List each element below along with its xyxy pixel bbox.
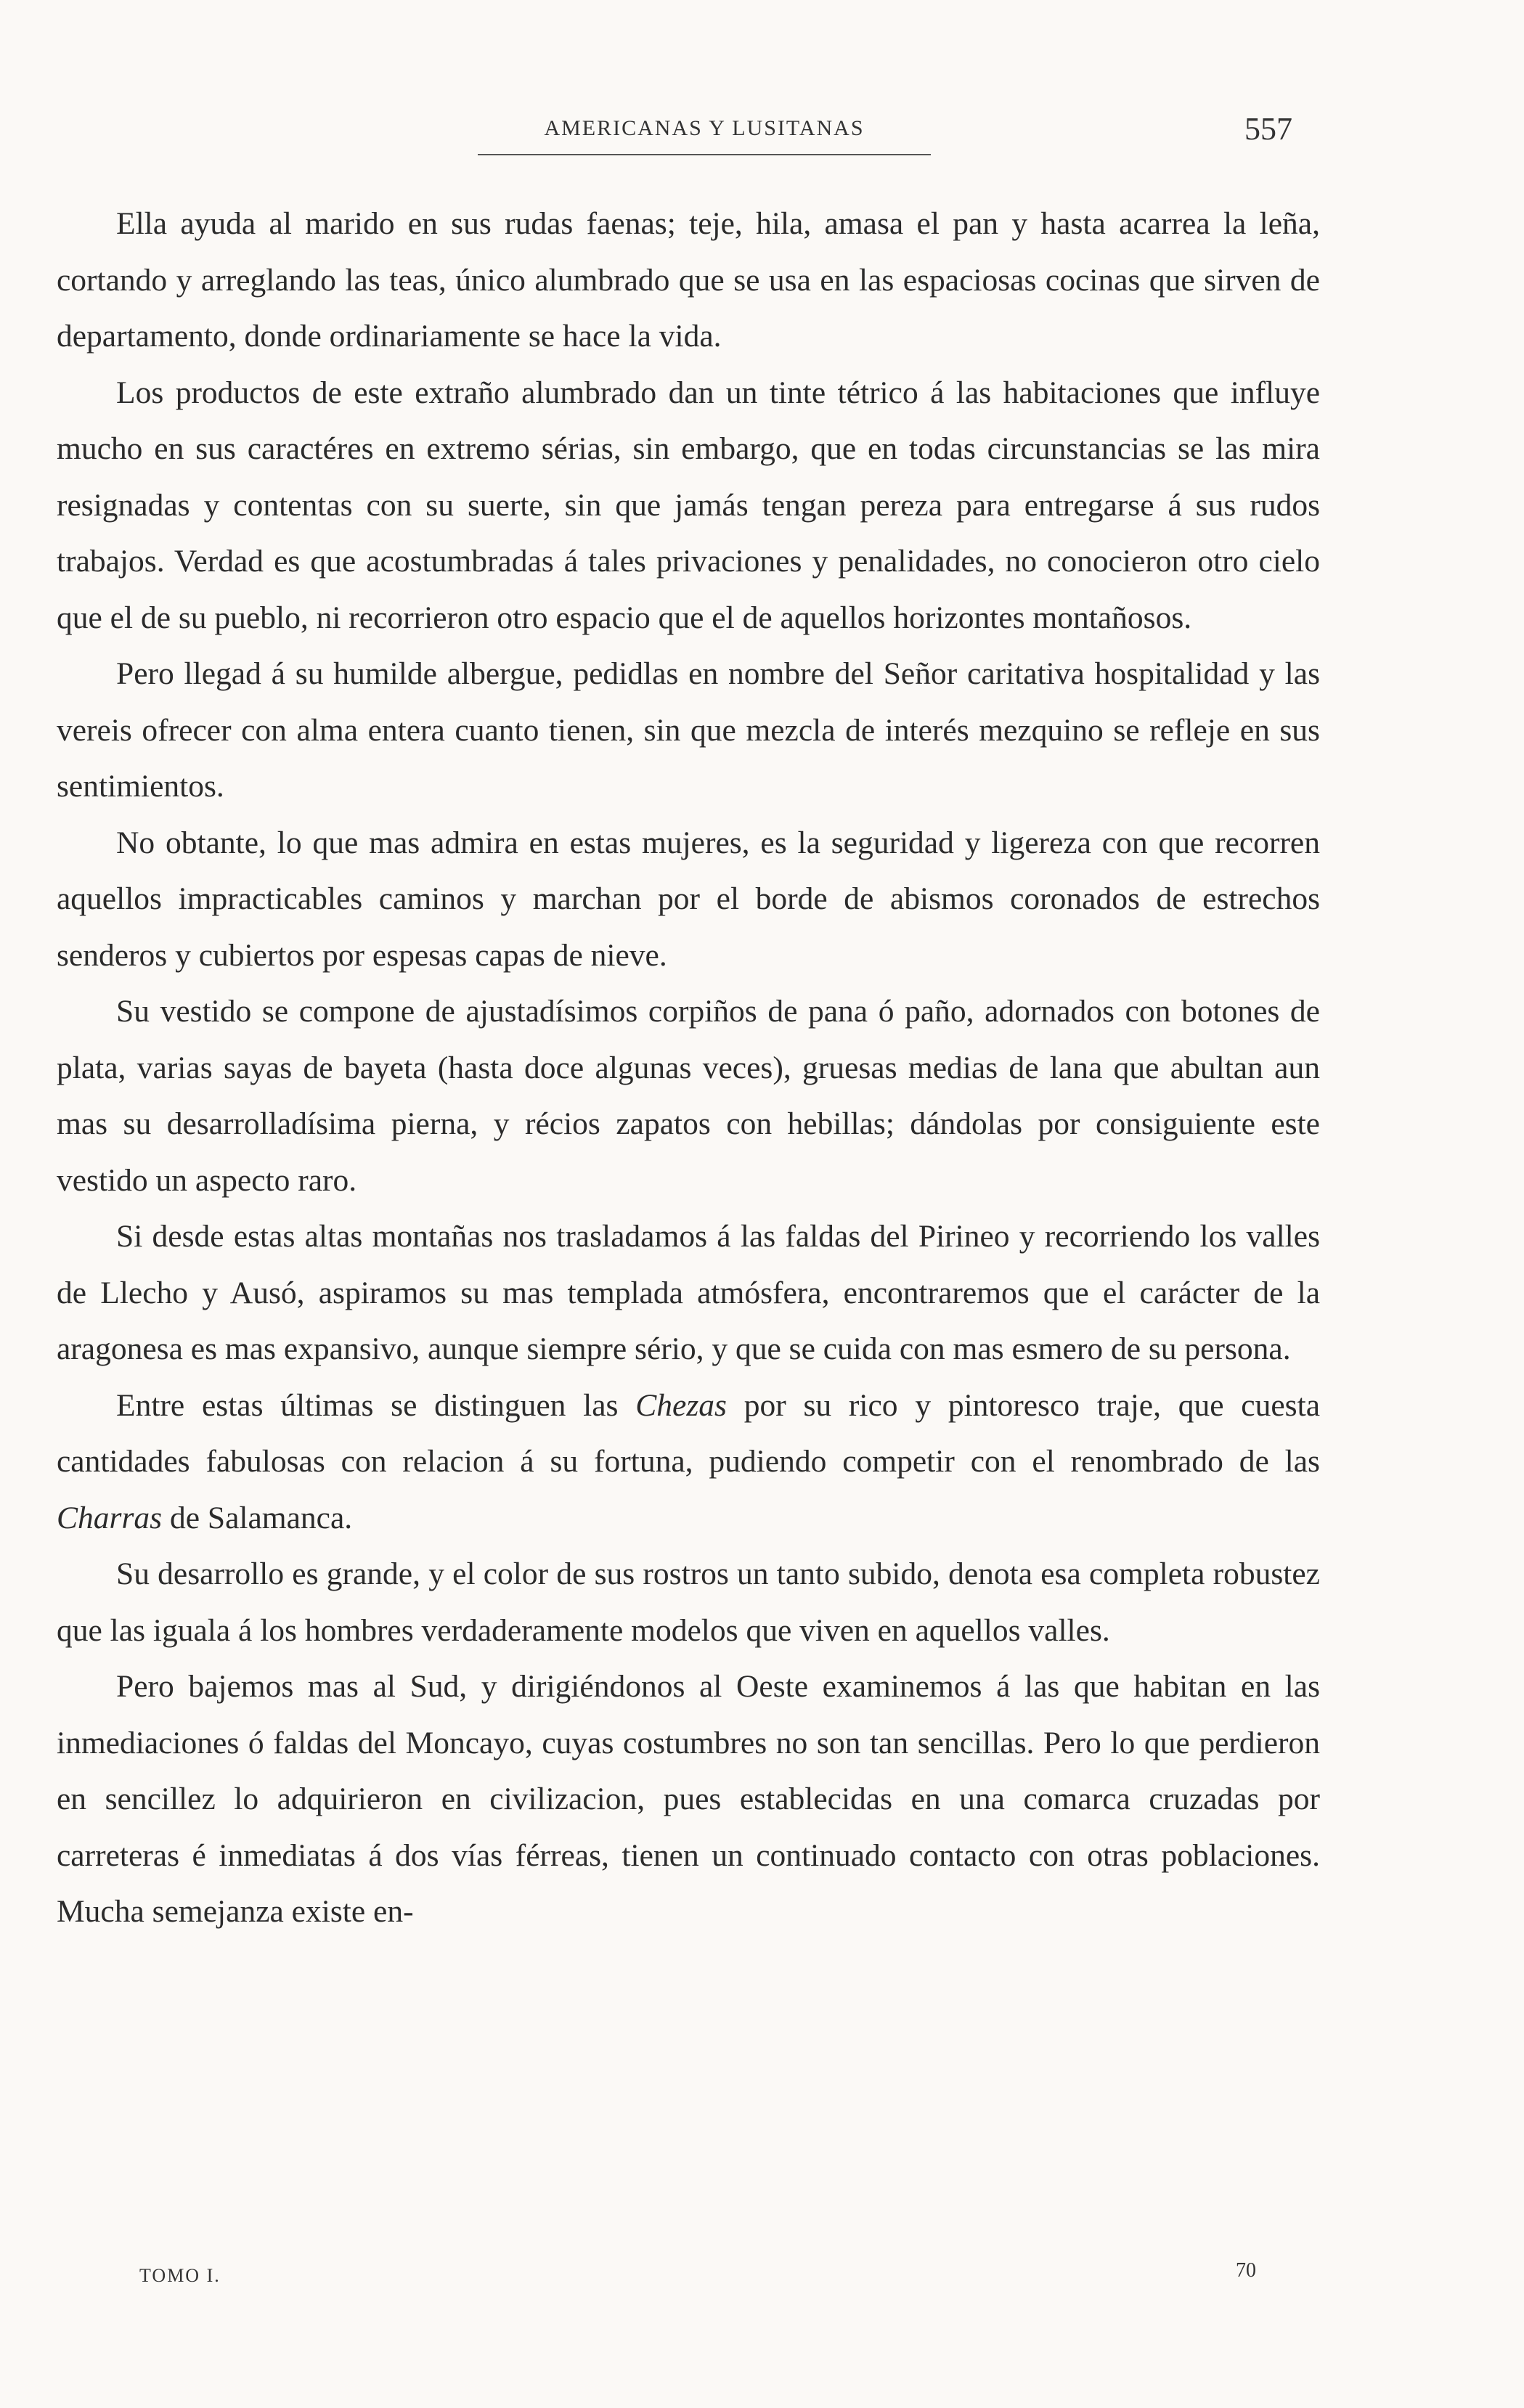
- header-rule: [478, 154, 931, 155]
- paragraph: Si desde estas altas montañas nos trasladamos á las faldas del Pirineo y recorriendo los valles de Llecho y Ausó, aspiramos su mas templada atmósfera, encontraremos que el carácter de la aragonesa es mas expansivo, aunque siempre sério, y que se cuida con mas esmero de su persona.: [57, 1219, 1320, 1366]
- paragraph: Su desarrollo es grande, y el color de sus rostros un tanto subido, denota esa completa robustez que las iguala á los hombres verdaderamente modelos que viven en aquellos valles.: [57, 1556, 1320, 1648]
- paragraph: Los productos de este extraño alumbrado dan un tinte tétrico á las habitaciones que influye mucho en sus caractéres en extremo sérias, sin embargo, que en todas circunstancias se las mira resignadas y contentas con su suerte, sin que jamás tengan pereza para entregarse á sus rudos trabajos. Verdad es que acostumbradas á tales privaciones y penalidades, no conocieron otro cielo que el de su pueblo, ni recorrieron otro espacio que el de aquellos horizontes montañosos.: [57, 375, 1320, 635]
- paragraph-text: por su rico y pintoresco traje, que cuesta cantidades fabulosas con relacion á su fortuna, pudiendo competir con el renombrado de las: [57, 1387, 1320, 1479]
- paragraph: Ella ayuda al marido en sus rudas faenas; teje, hila, amasa el pan y hasta acarrea la leña, cortando y arreglando las teas, único alumbrado que se usa en las espaciosas cocinas que sirven de departamento, donde ordinariamente se hace la vida.: [57, 206, 1320, 354]
- sheet-number: 70: [1236, 2259, 1256, 2282]
- paragraph: No obtante, lo que mas admira en estas mujeres, es la seguridad y ligereza con que recorren aquellos impracticables caminos y marchan por el borde de abismos coronados de estrechos senderos y cubiertos por espesas capas de nieve.: [57, 825, 1320, 973]
- paragraph: Pero bajemos mas al Sud, y dirigiéndonos al Oeste examinemos á las que habitan en las inmediaciones ó faldas del Moncayo, cuyas costumbres no son tan sencillas. Pero lo que perdieron en sencillez lo adquirieron en civilizacion, pues establecidas en una comarca cruzadas por carreteras é inmediatas á dos vías férreas, tienen un continuado contacto con otras poblaciones. Mucha semejanza existe en-: [57, 1669, 1320, 1929]
- italic-term-chezas: Chezas: [635, 1387, 727, 1423]
- italic-term-charras: Charras: [57, 1500, 163, 1535]
- paragraph: Pero llegad á su humilde albergue, pedidlas en nombre del Señor caritativa hospitalidad y las vereis ofrecer con alma entera cuanto tienen, sin que mezcla de interés mezquino se refleje en sus sentimientos.: [57, 656, 1320, 804]
- paragraph: Su vestido se compone de ajustadísimos corpiños de pana ó paño, adornados con botones de plata, varias sayas de bayeta (hasta doce algunas veces), gruesas medias de lana que abultan aun mas su desarrolladísima pierna, y récios zapatos con hebillas; dándolas por consiguiente este vestido un aspecto raro.: [57, 994, 1320, 1198]
- paragraph: [57, 1378, 1320, 1547]
- volume-signature: TOMO I.: [139, 2265, 221, 2286]
- paragraph-text: de Salamanca.: [162, 1500, 353, 1535]
- body-text: [57, 196, 1320, 1940]
- running-title: AMERICANAS Y LUSITANAS: [544, 116, 865, 140]
- page-number: 557: [1244, 111, 1292, 147]
- paragraph-text: Entre estas últimas se distinguen las: [116, 1387, 636, 1423]
